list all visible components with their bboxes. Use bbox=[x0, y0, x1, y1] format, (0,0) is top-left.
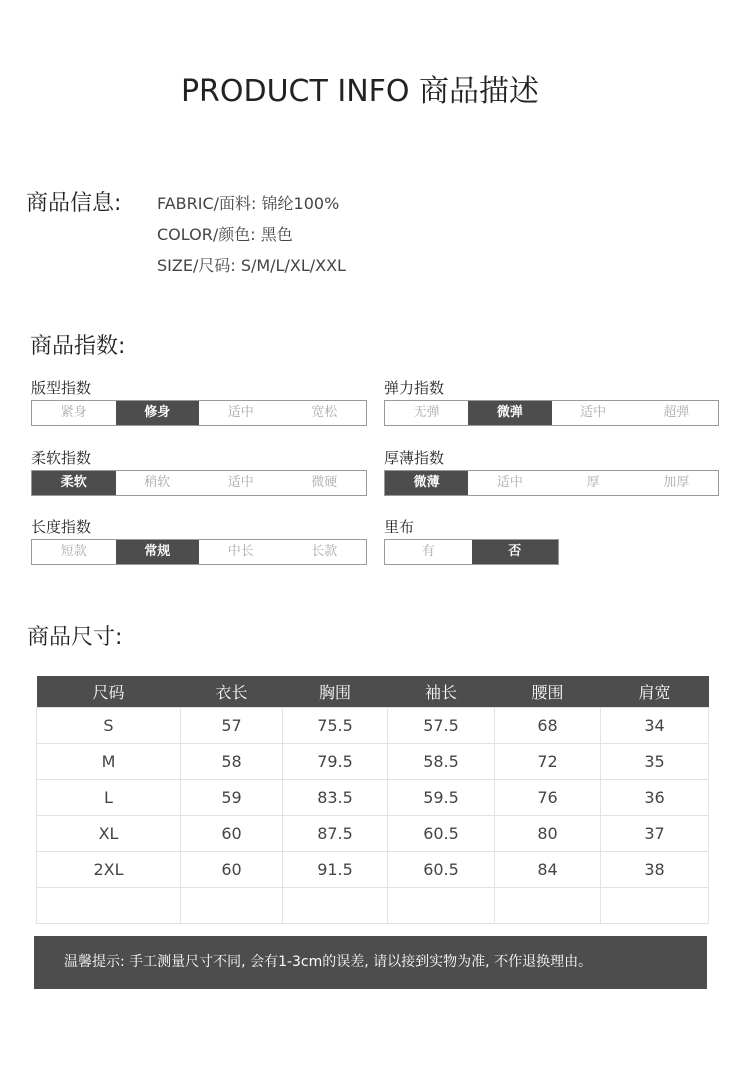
table-cell: 57 bbox=[181, 708, 283, 744]
lining-label: 里布 bbox=[384, 518, 415, 536]
table-row bbox=[37, 888, 709, 924]
table-cell: 91.5 bbox=[283, 852, 388, 888]
size-table-header: 袖长 bbox=[388, 676, 495, 708]
table-cell: 60.5 bbox=[388, 852, 495, 888]
product-info-label: 商品信息: bbox=[26, 191, 122, 216]
size-table-header: 腰围 bbox=[495, 676, 601, 708]
table-row bbox=[37, 816, 709, 852]
table-cell: 75.5 bbox=[283, 708, 388, 744]
thickness-option: 厚 bbox=[586, 475, 600, 490]
table-cell bbox=[601, 888, 709, 924]
fit-index-label: 版型指数 bbox=[31, 379, 92, 397]
fit-option: 紧身 bbox=[60, 405, 87, 420]
stretch-option: 微弹 bbox=[468, 401, 551, 425]
length-index-label: 长度指数 bbox=[31, 518, 92, 536]
table-cell: 87.5 bbox=[283, 816, 388, 852]
fabric-line: FABRIC/面料: 锦纶100% bbox=[157, 194, 340, 213]
table-cell: 38 bbox=[601, 852, 709, 888]
table-cell: 59 bbox=[181, 780, 283, 816]
table-cell: 60 bbox=[181, 852, 283, 888]
table-cell: 68 bbox=[495, 708, 601, 744]
fit-option: 适中 bbox=[227, 405, 254, 420]
softness-option: 微硬 bbox=[311, 475, 338, 490]
table-cell: 83.5 bbox=[283, 780, 388, 816]
table-cell: 79.5 bbox=[283, 744, 388, 780]
product-index-label: 商品指数: bbox=[30, 334, 126, 359]
stretch-option: 超弹 bbox=[663, 405, 690, 420]
lining-option: 有 bbox=[421, 544, 435, 559]
thickness-option: 微薄 bbox=[385, 471, 468, 495]
size-table bbox=[36, 676, 709, 924]
table-cell: M bbox=[37, 744, 181, 780]
color-line: COLOR/颜色: 黑色 bbox=[157, 225, 293, 244]
length-index-scale bbox=[31, 539, 367, 565]
table-cell bbox=[181, 888, 283, 924]
stretch-option: 无弹 bbox=[413, 405, 440, 420]
table-row bbox=[37, 708, 709, 744]
thickness-index-scale bbox=[384, 470, 719, 496]
length-option: 长款 bbox=[311, 544, 338, 559]
size-table-header: 衣长 bbox=[181, 676, 283, 708]
table-cell: 36 bbox=[601, 780, 709, 816]
softness-option: 稍软 bbox=[144, 475, 171, 490]
thickness-option: 加厚 bbox=[663, 475, 690, 490]
table-row bbox=[37, 744, 709, 780]
table-cell: 80 bbox=[495, 816, 601, 852]
table-cell: 37 bbox=[601, 816, 709, 852]
size-line: SIZE/尺码: S/M/L/XL/XXL bbox=[157, 256, 346, 275]
size-table-label: 商品尺寸: bbox=[27, 625, 123, 650]
table-cell: 84 bbox=[495, 852, 601, 888]
length-option: 常规 bbox=[116, 540, 200, 564]
stretch-index-label: 弹力指数 bbox=[384, 379, 445, 397]
table-cell bbox=[495, 888, 601, 924]
softness-option: 柔软 bbox=[32, 471, 116, 495]
table-row bbox=[37, 780, 709, 816]
table-cell: XL bbox=[37, 816, 181, 852]
size-table-header: 尺码 bbox=[37, 676, 181, 708]
table-cell: 58 bbox=[181, 744, 283, 780]
softness-option: 适中 bbox=[227, 475, 254, 490]
table-cell: 59.5 bbox=[388, 780, 495, 816]
table-cell bbox=[283, 888, 388, 924]
table-cell: 60 bbox=[181, 816, 283, 852]
lining-option: 否 bbox=[472, 540, 559, 564]
table-cell: 76 bbox=[495, 780, 601, 816]
table-row bbox=[37, 852, 709, 888]
lining-scale bbox=[384, 539, 559, 565]
stretch-option: 适中 bbox=[580, 405, 607, 420]
table-cell: 60.5 bbox=[388, 816, 495, 852]
stretch-index-scale bbox=[384, 400, 719, 426]
length-option: 中长 bbox=[227, 544, 254, 559]
size-table-header: 胸围 bbox=[283, 676, 388, 708]
thickness-index-label: 厚薄指数 bbox=[384, 449, 445, 467]
table-cell: 35 bbox=[601, 744, 709, 780]
page-title: PRODUCT INFO 商品描述 bbox=[180, 74, 540, 109]
table-cell bbox=[37, 888, 181, 924]
table-cell: 58.5 bbox=[388, 744, 495, 780]
fit-option: 修身 bbox=[116, 401, 200, 425]
table-cell: 57.5 bbox=[388, 708, 495, 744]
softness-index-label: 柔软指数 bbox=[31, 449, 92, 467]
warm-tip-banner: 温馨提示: 手工测量尺寸不同, 会有1-3cm的误差, 请以接到实物为准, 不作退换理由。 bbox=[34, 936, 707, 989]
table-cell: 72 bbox=[495, 744, 601, 780]
size-table-header: 肩宽 bbox=[601, 676, 709, 708]
softness-index-scale bbox=[31, 470, 367, 496]
table-cell bbox=[388, 888, 495, 924]
table-cell: L bbox=[37, 780, 181, 816]
table-cell: 2XL bbox=[37, 852, 181, 888]
fit-option: 宽松 bbox=[311, 405, 338, 420]
fit-index-scale bbox=[31, 400, 367, 426]
thickness-option: 适中 bbox=[496, 475, 523, 490]
table-cell: S bbox=[37, 708, 181, 744]
table-cell: 34 bbox=[601, 708, 709, 744]
length-option: 短款 bbox=[60, 544, 87, 559]
